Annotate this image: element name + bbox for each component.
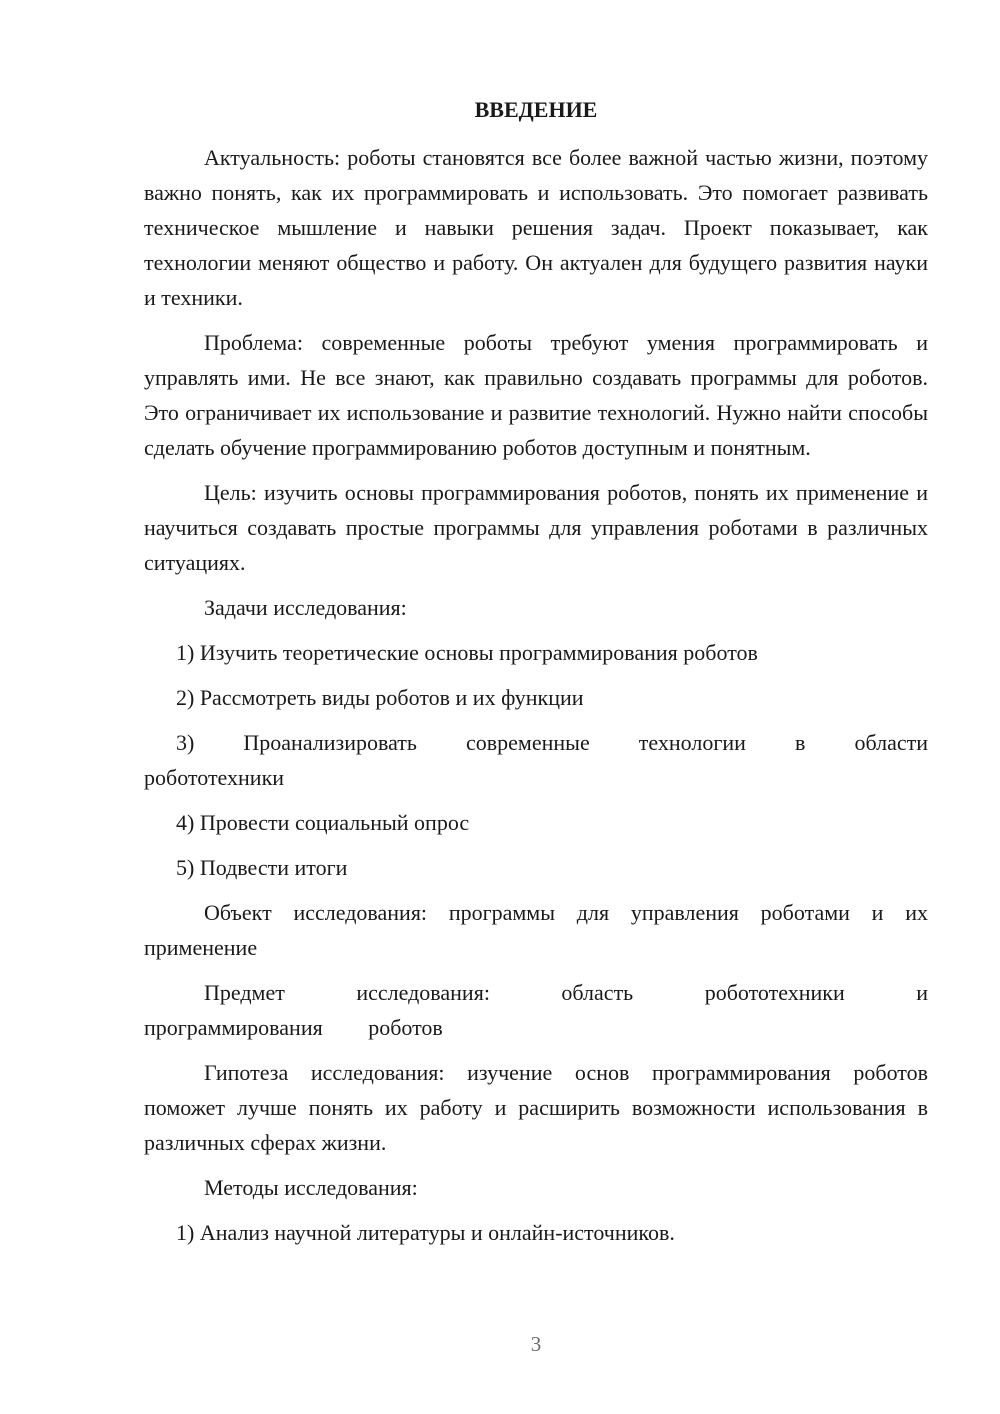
methods-heading: Методы исследования: (204, 1175, 418, 1200)
task-item-5: 5) Подвести итоги (176, 855, 348, 880)
relevance-paragraph: Актуальность: роботы становятся все более важной частью жизни, поэтому важно понять, как их программировать и использовать. Это помогает развивать техническое мышление и навыки решения задач. Проект показывает, как технологии меняют общество и работу. Он актуален для будущего развития науки и техники. (144, 145, 928, 310)
subject-paragraph: Предмет исследования: область робототехники и программирования роботов (144, 980, 928, 1040)
tasks-heading: Задачи исследования: (204, 595, 407, 620)
task-item-1: 1) Изучить теоретические основы программирования роботов (176, 640, 758, 665)
object-paragraph: Объект исследования: программы для управления роботами и их применение (144, 900, 928, 960)
method-item-1: 1) Анализ научной литературы и онлайн-источников. (176, 1220, 675, 1245)
page-number: 3 (530, 1332, 542, 1356)
task-item-2: 2) Рассмотреть виды роботов и их функции (176, 685, 584, 710)
task-item-4: 4) Провести социальный опрос (176, 810, 470, 835)
document-page (144, 94, 928, 1260)
goal-paragraph: Цель: изучить основы программирования роботов, понять их применение и научиться создавать простые программы для управления роботами в различных ситуациях. (144, 480, 928, 575)
page-title: ВВЕДЕНИЕ (474, 97, 598, 122)
task-item-3: 3) Проанализировать современные технологии в области робототехники (144, 730, 928, 790)
problem-paragraph: Проблема: современные роботы требуют умения программировать и управлять ими. Не все знают, как правильно создавать программы для роботов. Это ограничивает их использование и развитие технологий. Нужно найти способы сделать обучение программированию роботов доступным и понятным. (144, 330, 928, 460)
hypothesis-paragraph: Гипотеза исследования: изучение основ программирования роботов поможет лучше понять их работу и расширить возможности использования в различных сферах жизни. (144, 1060, 928, 1155)
